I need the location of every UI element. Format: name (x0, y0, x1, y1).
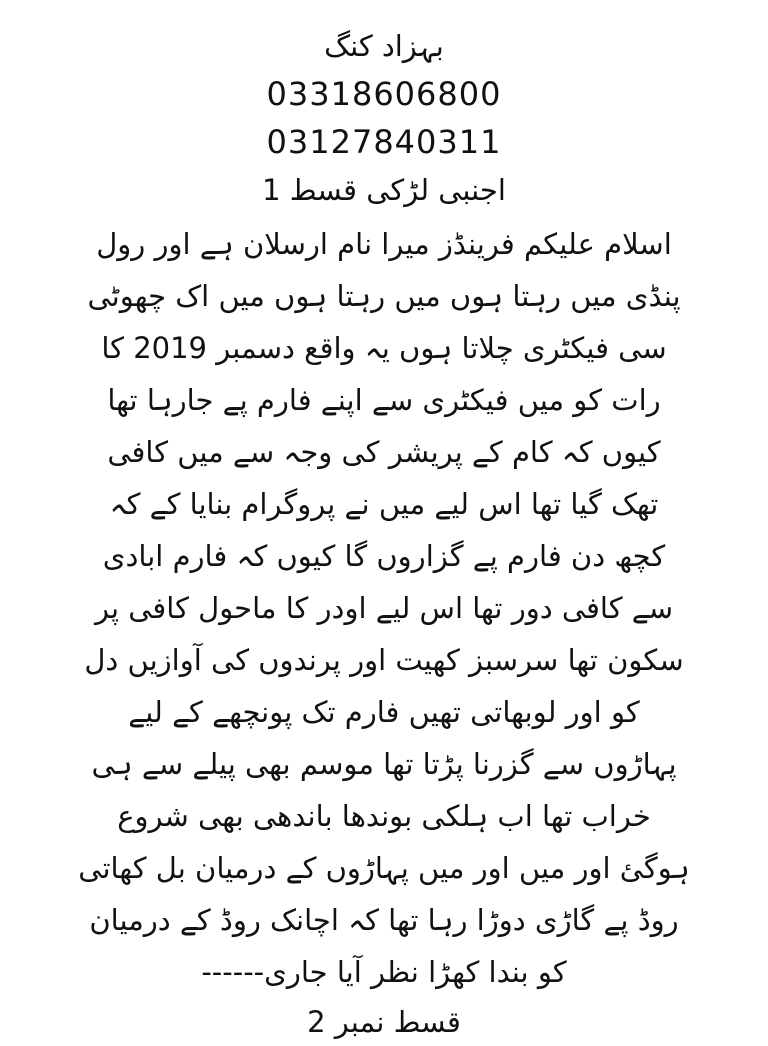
body-line: اسلام علیکم فرینڈز میرا نام ارسلان ہے اور رول (96, 227, 672, 261)
body-line: سکون تھا سرسبز کھیت اور پرندوں کی آوازیں دل (84, 643, 684, 677)
story-title: اجنبی لڑکی قسط 1 (262, 173, 506, 207)
body-line: کو بندا کھڑا نظر آیا جاری------ (201, 955, 567, 989)
body-line: خراب تھا اب ہلکی بوندھا باندھی بھی شروع (117, 799, 651, 833)
body-line: پہاڑوں سے گزرنا پڑتا تھا موسم بھی پیلے سے ہی (91, 747, 677, 781)
body-line: کچھ دن فارم پے گزاروں گا کیوں کہ فارم ابادی (102, 539, 666, 573)
body-line: تھک گیا تھا اس لیے میں نے پروگرام بنایا کے کہ (109, 487, 659, 521)
body-line: روڈ پے گاڑی دوڑا رہا تھا کہ اچانک روڈ کے درمیان (89, 903, 679, 937)
phone-number-2: 03127840311 (266, 123, 502, 161)
phone-number-1: 03318606800 (266, 75, 502, 113)
body-line: سے کافی دور تھا اس لیے اودر کا ماحول کافی پر (94, 591, 674, 625)
next-part-label: قسط نمبر 2 (307, 1005, 461, 1039)
body-line: ہوگئ اور میں اور میں پہاڑوں کے درمیان بل کھاتی (78, 851, 690, 885)
body-line: رات کو میں فیکٹری سے اپنے فارم پے جارہا تھا (107, 383, 661, 417)
author-name: بہزاد کنگ (324, 29, 444, 63)
story-body (0, 218, 768, 998)
body-line: پنڈی میں رہتا ہوں میں رہتا ہوں میں اک چھوٹی (87, 279, 681, 313)
body-line: کو اور لوبھاتی تھیں فارم تک پونچھے کے لیے (128, 695, 640, 729)
body-line: سی فیکٹری چلاتا ہوں یہ واقع دسمبر 2019 کا (101, 331, 667, 365)
body-line: کیوں کہ کام کے پریشر کی وجہ سے میں کافی (107, 435, 661, 469)
